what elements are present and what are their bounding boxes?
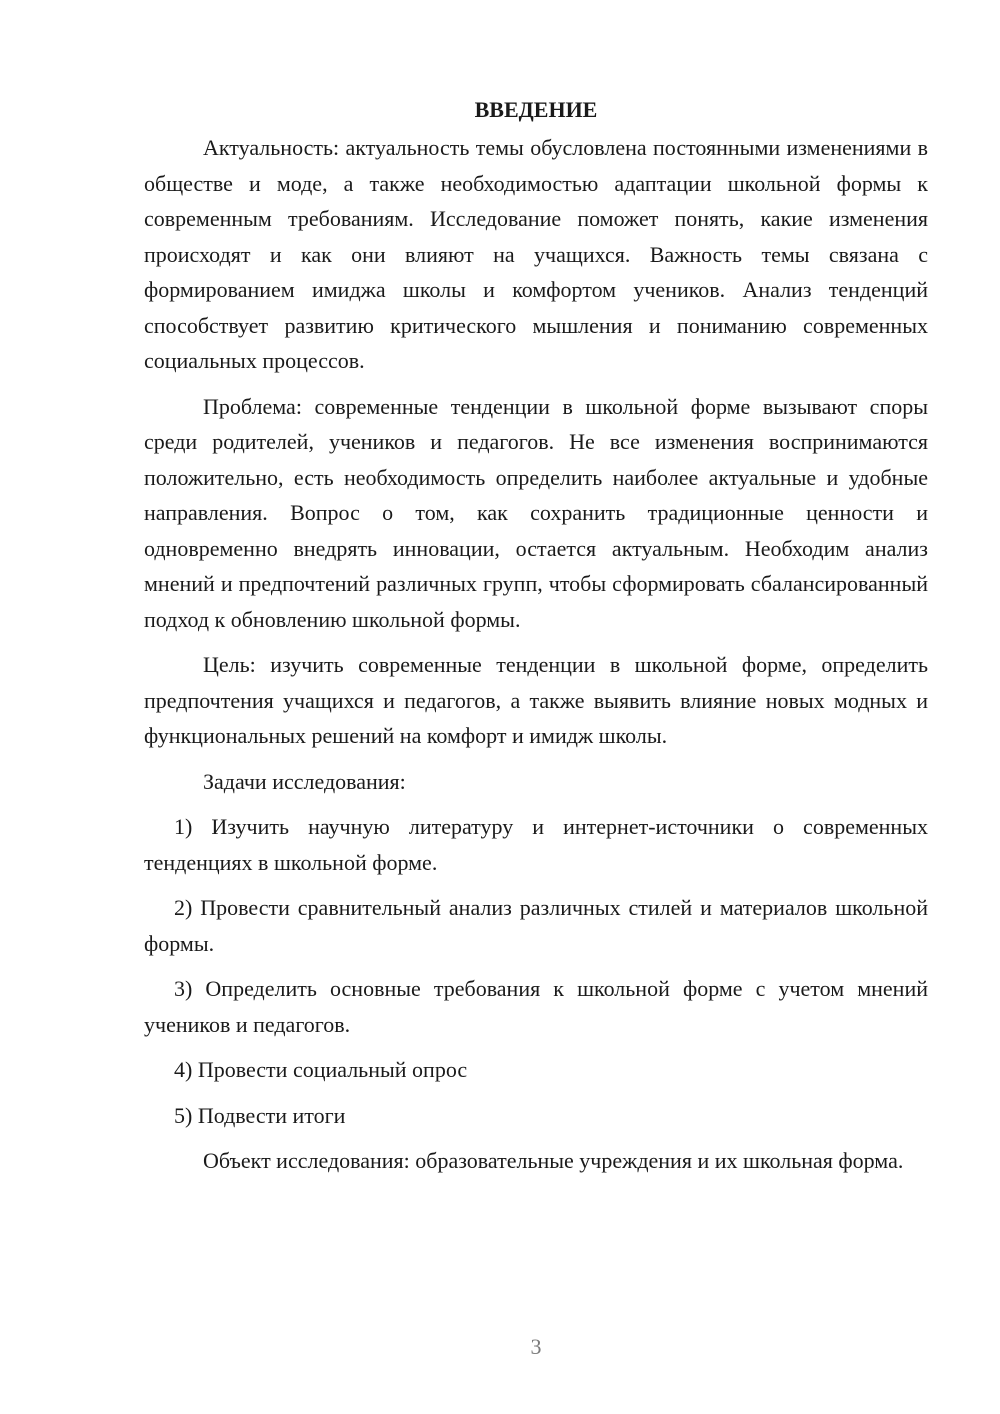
goal-paragraph: Цель: изучить современные тенденции в школьной форме, определить предпочтения учащихся и педагогов, а также выявить влияние новых модных и функциональных решений на комфорт и имидж школы. <box>144 652 928 748</box>
relevance-paragraph: Актуальность: актуальность темы обусловлена постоянными изменениями в обществе и моде, а также необходимостью адаптации школьной формы к современным требованиям. Исследование поможет понять, какие изменения происходят и как они влияют на учащихся. Важность темы связана с формированием имиджа школы и комфортом учеников. Анализ тенденций способствует развитию критического мышления и пониманию современных социальных процессов. <box>144 135 928 373</box>
task-item-4: 4) Провести социальный опрос <box>174 1057 468 1082</box>
page-number: 3 <box>530 1334 542 1359</box>
task-item-5: 5) Подвести итоги <box>174 1102 346 1128</box>
research-object-paragraph: Объект исследования: образовательные учреждения и их школьная форма. <box>203 1148 904 1173</box>
page-title: ВВЕДЕНИЕ <box>474 97 598 122</box>
document-body <box>144 92 928 1189</box>
problem-paragraph: Проблема: современные тенденции в школьной форме вызывают споры среди родителей, учеников и педагогов. Не все изменения воспринимаются положительно, есть необходимость определить наиболее актуальные и удобные направления. Вопрос о том, как сохранить традиционные ценности и одновременно внедрять инновации, остается актуальным. Необходим анализ мнений и предпочтений различных групп, чтобы сформировать сбалансированный подход к обновлению школьной формы. <box>144 393 928 632</box>
task-item-3: 3) Определить основные требования к школьной форме с учетом мнений учеников и педагогов. <box>144 976 928 1037</box>
task-item-1: 1) Изучить научную литературу и интернет-источники о современных тенденциях в школьной форме. <box>144 814 928 875</box>
tasks-heading: Задачи исследования: <box>203 768 406 794</box>
task-item-2: 2) Провести сравнительный анализ различных стилей и материалов школьной формы. <box>144 895 928 956</box>
